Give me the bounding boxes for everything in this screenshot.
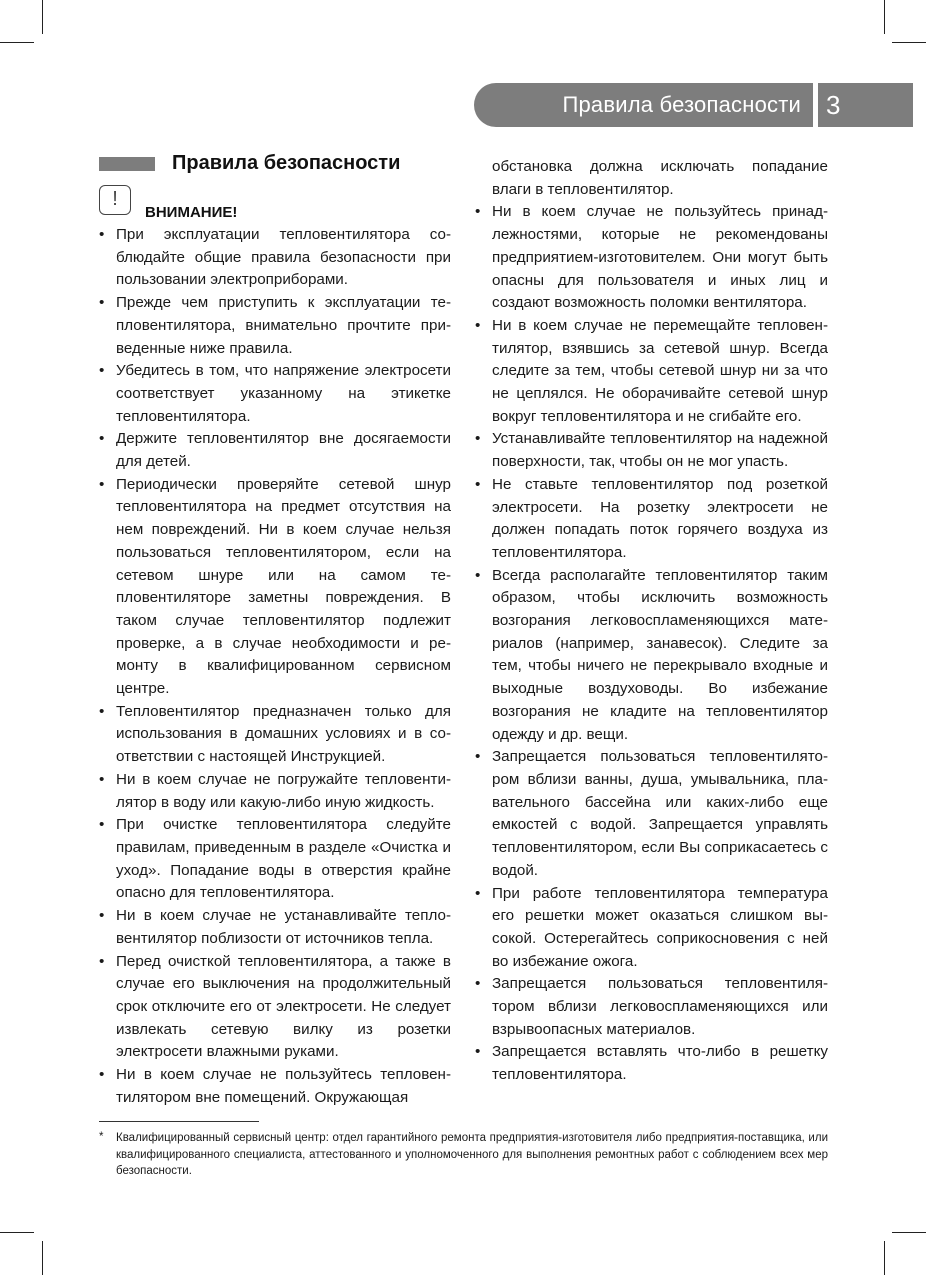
list-item: • Запрещается пользоваться тепловентилятором вблизи легковоспламеняющихся или взрывоопасных материалов. [470, 973, 828, 1041]
crop-mark [884, 0, 885, 34]
list-item: • При очистке тепловентилятора следуйте правилам, приведенным в разделе «Очистка и уход». Попадание воды в отверстия крайне опасно для тепловентилятора. [94, 814, 451, 905]
crop-mark [884, 1241, 885, 1275]
list-item: • При работе тепловентилятора температура его решетки может оказаться слишком высокой. Остерегайтесь соприкосновения с ней во избежание ожога. [470, 883, 828, 974]
list-item: • Запрещается вставлять что-либо в решетку тепловентилятора. [470, 1041, 828, 1086]
crop-mark [0, 1232, 34, 1233]
list-item: • При эксплуатации тепловентилятора соблюдайте общие правила безопасности при пользовании электроприборами. [94, 224, 451, 292]
list-item: • Ни в коем случае не перемещайте тепловентилятор, взявшись за сетевой шнур. Всегда следите за тем, чтобы сетевой шнур ни за что не цеплялся. Не оборачивайте сетевой шнур вокруг тепловентилятора и не сгибайте его. [470, 315, 828, 429]
crop-mark [892, 42, 926, 43]
right-column [470, 156, 828, 1087]
list-item: • Держите тепловентилятор вне досягаемости для детей. [94, 428, 451, 473]
list-item: • Ни в коем случае не устанавливайте тепловентилятор поблизости от источников тепла. [94, 905, 451, 950]
header-title: Правила безопасности [562, 92, 801, 117]
safety-rules-list-right [470, 201, 828, 1086]
section-title-bar [99, 157, 155, 171]
warning-label: ВНИМАНИЕ! [145, 204, 238, 221]
list-item: • Ни в коем случае не погружайте тепловентилятор в воду или какую-либо иную жидкость. [94, 769, 451, 814]
list-item: • Убедитесь в том, что напряжение электросети соответствует указанному на этикетке тепловентилятора. [94, 360, 451, 428]
list-item: • Ни в коем случае не пользуйтесь принадлежностями, которые не рекомендованы предприятием-изготовителем. Они могут быть опасны для пользователя и иных лиц и создают возможность поломки вентилятора. [470, 201, 828, 315]
list-item: • Не ставьте тепловентилятор под розеткой электросети. На розетку электросети не должен попадать поток горячего воздуха из тепловентилятора. [470, 474, 828, 565]
crop-mark [42, 1241, 43, 1275]
safety-rules-list-left [94, 224, 451, 1109]
continued-text: обстановка должна исключать попадание влаги в тепловентилятор. [492, 158, 828, 198]
exclamation-icon: ! [99, 185, 131, 215]
list-item: • Периодически проверяйте сетевой шнур тепловентилятора на предмет отсутствия на нем повреждений. Ни в коем случае нельзя пользоваться тепловентилятором, если на сетевом шнуре или на самом тепловентиляторе заметны повреждения. В таком случае тепловентилятор подлежит проверке, а в случае необходимости и ремонту в квалифицированном сервисном центре. [94, 474, 451, 701]
section-title: Правила безопасности [172, 152, 401, 174]
list-item: • Всегда располагайте тепловентилятор таким образом, чтобы исключить возможность возгорания легковоспламеняющихся материалов (например, занавесок). Следите за тем, чтобы ничего не перекрывало входные и выходные воздуховоды. Во избежание возгорания не кладите на тепловентилятор одежду и др. вещи. [470, 565, 828, 747]
list-item: • Устанавливайте тепловентилятор на надежной поверхности, так, чтобы он не мог упасть. [470, 428, 828, 473]
footnote-rule [99, 1121, 259, 1122]
left-column [94, 224, 451, 1109]
list-item: • Прежде чем приступить к эксплуатации тепловентилятора, внимательно прочтите приведенные ниже правила. [94, 292, 451, 360]
page-number: 3 [826, 90, 841, 120]
list-item: • Перед очисткой тепловентилятора, а также в случае его выключения на продолжительный срок отключите его от электросети. Не следует извлекать сетевую вилку из розетки электросети влажными руками. [94, 951, 451, 1065]
footnote-mark: * [99, 1131, 104, 1143]
crop-mark [0, 42, 34, 43]
crop-mark [42, 0, 43, 34]
list-item: • Запрещается пользоваться тепловентилятором вблизи ванны, душа, умывальника, плавательного бассейна или каких-либо еще емкостей с водой. Запрещается управлять тепловентилятором, если Вы соприкасаетесь с водой. [470, 746, 828, 882]
footnote-text: Квалифицированный сервисный центр: отдел гарантийного ремонта предприятия-изготовителя либо предприятия-поставщика, или квалифицированного специалиста, аттестованного и уполномоченного для выполнения ремонтных работ с соблюдением всех мер безопасности. [116, 1132, 828, 1177]
crop-mark [892, 1232, 926, 1233]
list-item: • Тепловентилятор предназначен только для использования в домашних условиях и в соответствии с настоящей Инструкцией. [94, 701, 451, 769]
list-item: • Ни в коем случае не пользуйтесь тепловентилятором вне помещений. Окружающая [94, 1064, 451, 1109]
